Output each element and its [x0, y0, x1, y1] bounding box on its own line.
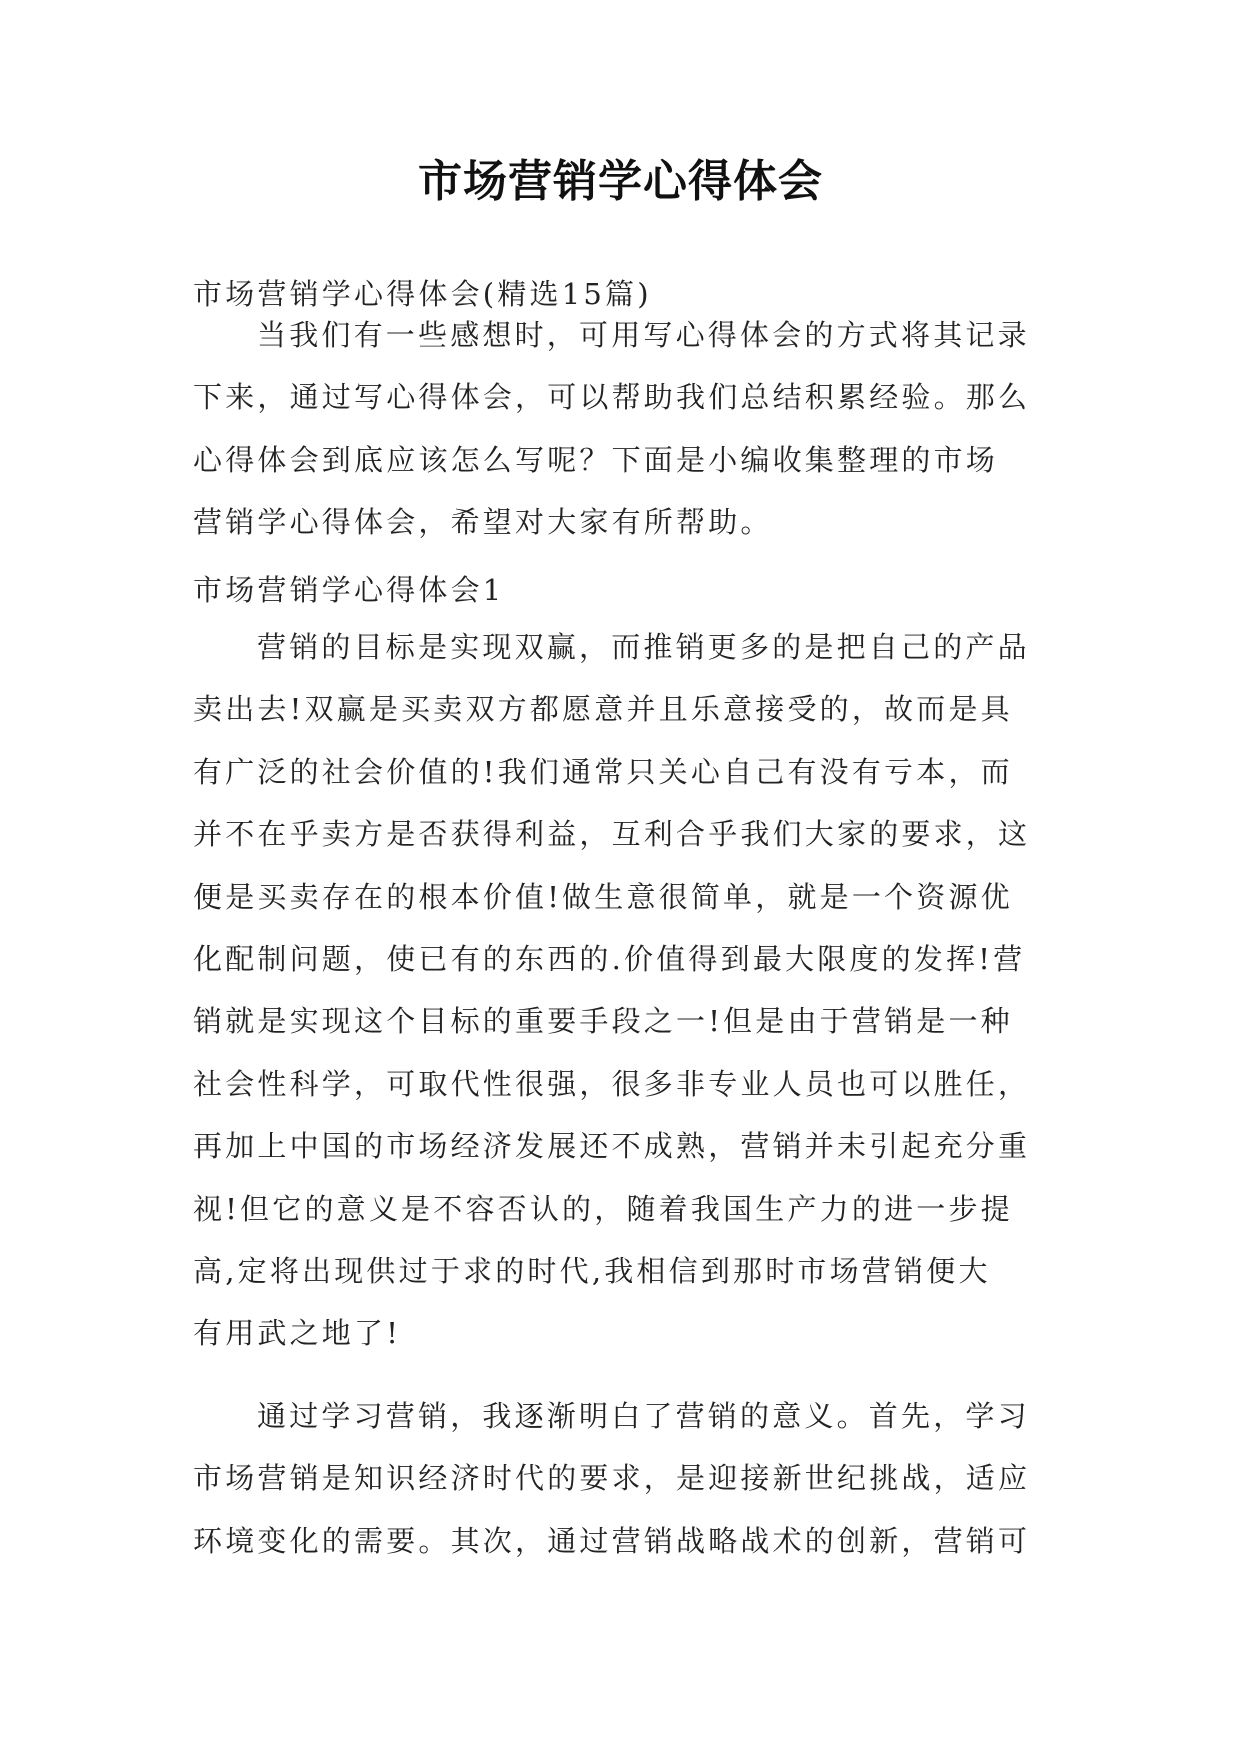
section-heading: 市场营销学心得体会1 [193, 573, 505, 607]
paragraph-line: 便是买卖存在的根本价值!做生意很简单，就是一个资源优 [193, 879, 1013, 914]
intro-line: 下来，通过写心得体会，可以帮助我们总结积累经验。那么 [193, 380, 1031, 415]
section-heading-block [193, 559, 1055, 621]
paragraph-1 [193, 616, 1055, 1365]
document-subtitle: 市场营销学心得体会(精选15篇) [193, 277, 652, 311]
paragraph-line: 再加上中国的市场经济发展还不成熟，营销并未引起充分重 [193, 1129, 1031, 1164]
paragraph-line: 环境变化的需要。其次，通过营销战略战术的创新，营销可 [193, 1523, 1031, 1558]
paragraph-line: 视!但它的意义是不容否认的，随着我国生产力的进一步提 [193, 1191, 1013, 1226]
paragraph-line: 市场营销是知识经济时代的要求，是迎接新世纪挑战，适应 [193, 1461, 1031, 1496]
intro-line: 营销学心得体会，希望对大家有所帮助。 [193, 505, 773, 540]
intro-line: 当我们有一些感想时，可用写心得体会的方式将其记录 [257, 318, 1030, 352]
paragraph-2 [193, 1385, 1055, 1572]
paragraph-line: 通过学习营销，我逐渐明白了营销的意义。首先，学习 [257, 1399, 1030, 1433]
paragraph-line: 高,定将出现供过于求的时代,我相信到那时市场营销便大 [193, 1253, 991, 1288]
intro-paragraph [193, 304, 1055, 554]
intro-line: 心得体会到底应该怎么写呢？下面是小编收集整理的市场 [193, 442, 999, 477]
paragraph-line: 化配制问题，使已有的东西的.价值得到最大限度的发挥!营 [193, 941, 1026, 976]
paragraph-line: 卖出去!双赢是买卖双方都愿意并且乐意接受的，故而是具 [193, 692, 1013, 727]
paragraph-line: 并不在乎卖方是否获得利益，互利合乎我们大家的要求，这 [193, 817, 1031, 852]
document-title: 市场营销学心得体会 [418, 156, 823, 207]
paragraph-line: 销就是实现这个目标的重要手段之一!但是由于营销是一种 [193, 1004, 1013, 1039]
paragraph-line: 有广泛的社会价值的!我们通常只关心自己有没有亏本，而 [193, 754, 1013, 789]
paragraph-line: 社会性科学，可取代性很强，很多非专业人员也可以胜任， [193, 1066, 1031, 1101]
paragraph-line: 有用武之地了! [193, 1316, 402, 1351]
paragraph-line: 营销的目标是实现双赢，而推销更多的是把自己的产品 [257, 630, 1030, 664]
